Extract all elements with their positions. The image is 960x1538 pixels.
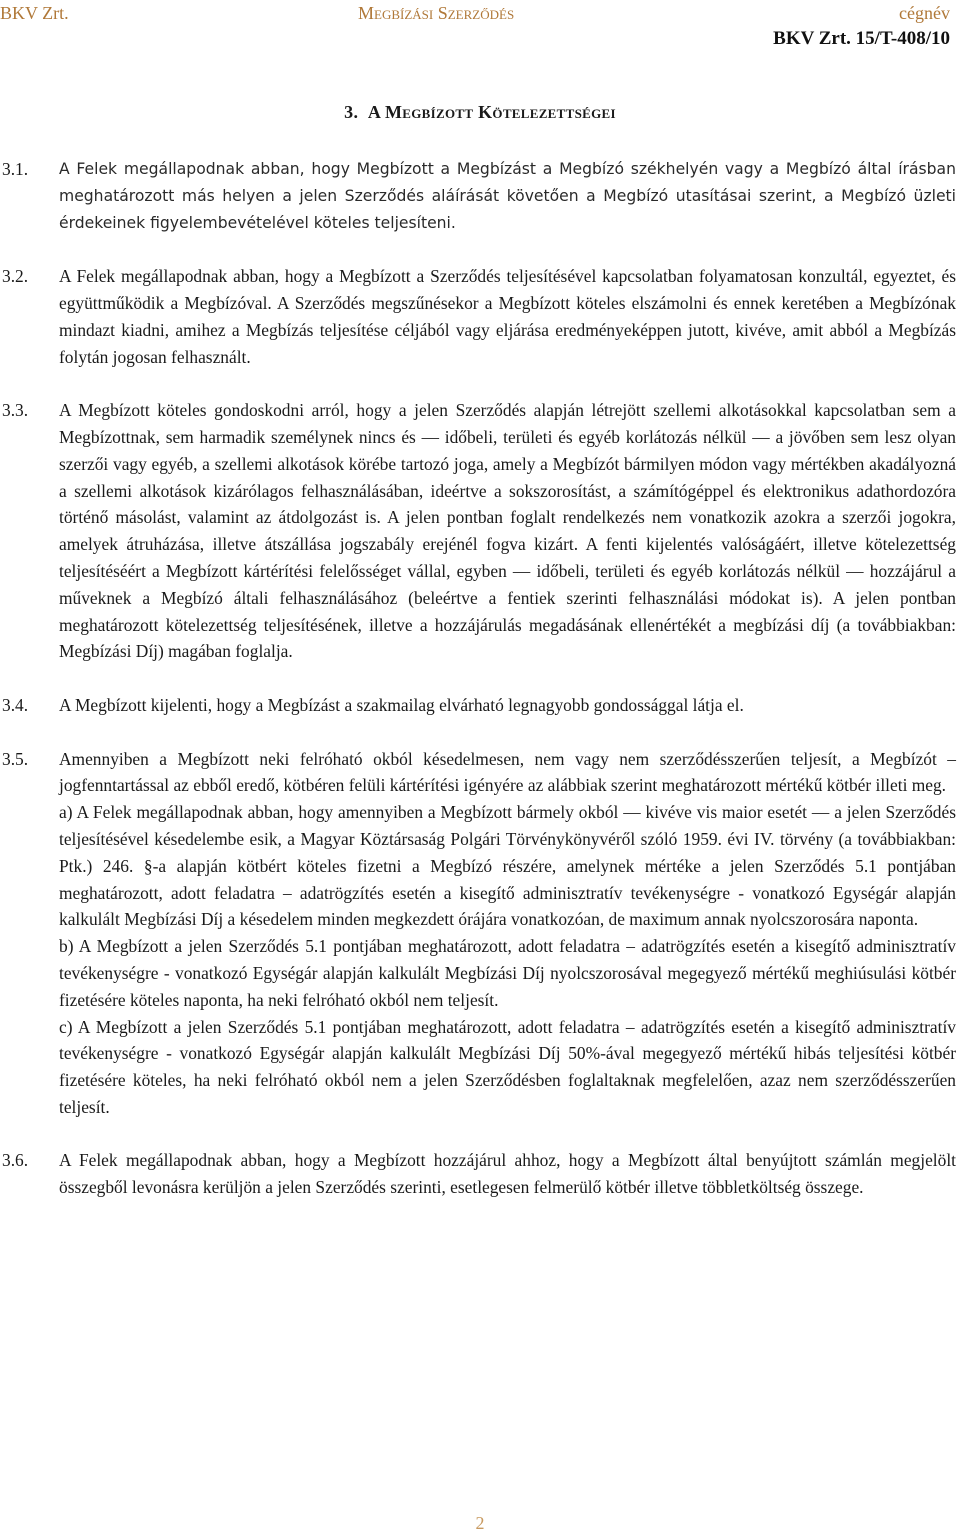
paragraph-number: 3.2. bbox=[2, 266, 29, 287]
section-title bbox=[0, 101, 960, 123]
paragraph-3-5 bbox=[2, 746, 956, 1121]
subparagraph-c: c) A Megbízott a jelen Szerződés 5.1 pontjában meghatározott, adott feladatra – adatrögzítés esetén a kisegítő adminisztratív tevékenységre - vonatkozó Egységár alapján kalkulált Megbízási Díj 50%-ával megegyező mértékű hibás teljesítési kötbér fizetésére köteles, ha neki felróható okból nem a jelen Szerződésben foglaltaknak megfelelően, azaz nem szerződésszerűen teljesít. bbox=[59, 1016, 956, 1117]
paragraph-3-1 bbox=[2, 156, 956, 236]
paragraph-3-6 bbox=[2, 1147, 956, 1201]
paragraph-3-3 bbox=[2, 397, 956, 665]
paragraph-text: Amennyiben a Megbízott neki felróható okból késedelmesen, nem vagy nem szerződésszerűen teljesít, a Megbízót – jogfenntartással az ebből eredő, kötbéren felüli kártérítési igényére az alábbiak szerint meghatározott mértékű kötbér illeti meg. bbox=[59, 748, 956, 796]
header-contract-number: BKV Zrt. 15/T-408/10 bbox=[773, 28, 950, 49]
subparagraph-a: a) A Felek megállapodnak abban, hogy amennyiben a Megbízott bármely okból — kivéve vis maior esetét — a jelen Szerződés teljesítésével késedelembe esik, a Magyar Köztársaság Polgári Törvénykönyvéről szóló 1959. évi IV. törvény (a továbbiakban: Ptk.) 246. §-a alapján kötbért köteles fizetni a Megbízó részére, amelynek mértéke a jelen Szerződés 5.1 pontjában meghatározott, adott feladatra – adatrögzítés esetén a kisegítő adminisztratív tevékenységre - vonatkozó Egységár alapján kalkulált Megbízási Díj a késedelem minden megkezdett órájára vonatkozóan, de maximum annak nyolcszorosára naponta. bbox=[59, 802, 956, 930]
paragraph-number: 3.5. bbox=[2, 748, 29, 769]
subparagraph-b: b) A Megbízott a jelen Szerződés 5.1 pontjában meghatározott, adott feladatra – adatrögzítés esetén a kisegítő adminisztratív tevékenységre - vonatkozó Egységár alapján kalkulált Megbízási Díj nyolcszorosával megegyező mértékű meghiúsulási kötbér fizetésére köteles naponta, ha neki felróható okból nem teljesít. bbox=[59, 936, 956, 1010]
paragraph-text: A Felek megállapodnak abban, hogy a Megbízott a Szerződés teljesítésével kapcsolatban folyamatosan konzultál, egyeztet, és együttműködik a Megbízóval. A Szerződés megszűnésekor a Megbízott köteles elszámolni és ennek keretében a Megbízónak mindazt kiadni, amihez a Megbízás teljesítése céljából vagy eljárása eredményeképpen jutott, kivéve, amit abból a Megbízás folytán jogosan felhasznált. bbox=[59, 266, 956, 367]
paragraph-text: A Megbízott kijelenti, hogy a Megbízást a szakmailag elvárható legnagyobb gondossággal látja el. bbox=[59, 694, 744, 715]
page-header bbox=[0, 2, 960, 24]
page-number: 2 bbox=[475, 1513, 485, 1533]
header-company: BKV Zrt. bbox=[0, 3, 69, 23]
header-document-type: Megbízási Szerződés bbox=[358, 3, 515, 23]
paragraph-text: A Felek megállapodnak abban, hogy a Megbízott hozzájárul ahhoz, hogy a Megbízott által benyújtott számlán megjelölt összegből levonásra kerüljön a jelen Szerződés szerinti, esetlegesen felmerülő kötbér illetve többletköltség összege. bbox=[59, 1150, 956, 1198]
document-body bbox=[2, 156, 956, 1228]
section-number: 3. bbox=[344, 102, 359, 122]
section-title-text: A Megbízott Kötelezettségei bbox=[367, 102, 616, 122]
paragraph-number: 3.6. bbox=[2, 1150, 29, 1171]
paragraph-3-4 bbox=[2, 692, 956, 719]
paragraph-3-2 bbox=[2, 263, 956, 370]
paragraph-number: 3.1. bbox=[2, 159, 29, 179]
paragraph-number: 3.3. bbox=[2, 400, 29, 421]
paragraph-number: 3.4. bbox=[2, 694, 29, 715]
header-partner: cégnév bbox=[899, 3, 950, 23]
paragraph-text: A Megbízott köteles gondoskodni arról, hogy a jelen Szerződés alapján létrejött szellemi alkotásokkal kapcsolatban sem a Megbízottnak, sem harmadik személynek nincs és — időbeli, területi és egyéb korlátozás nélkül — a jövőben sem lesz olyan szerzői vagy egyéb, a szellemi alkotások körébe tartozó joga, amely a Megbízót bármilyen módon vagy mértékben akadályozná a szellemi alkotások kizárólagos felhasználásában, ideértve a sokszorosítást, a számítógéppel és elektronikus adathordozóra történő másolást, valamint az átdolgozást is. A jelen pontban foglalt rendelkezés nem vonatkozik azokra a szerzői jogokra, amelyek átruházása, illetve átszállása jogszabály erejénél fogva kizárt. A fenti kijelentés valóságáért, illetve kötelezettség teljesítéséért a Megbízott kártérítési felelősséget vállal, egyben — időbeli, területi és egyéb korlátozás nélkül — hozzájárul a műveknek a Megbízó általi felhasználásához (beleértve a fentiek szerinti felhasználási módokat is). A jelen pontban meghatározott kötelezettség teljesítésének, illetve a hozzájárulás megadásának ellenértékét a megbízási díj (a továbbiakban: Megbízási Díj) magában foglalja. bbox=[59, 400, 956, 662]
paragraph-text: A Felek megállapodnak abban, hogy Megbízott a Megbízást a Megbízó székhelyén vagy a Megbízó által írásban meghatározott más helyen a jelen Szerződés aláírását követően a Megbízó utasításai szerint, a Megbízó üzleti érdekeinek figyelembevételével köteles teljesíteni. bbox=[59, 160, 956, 232]
